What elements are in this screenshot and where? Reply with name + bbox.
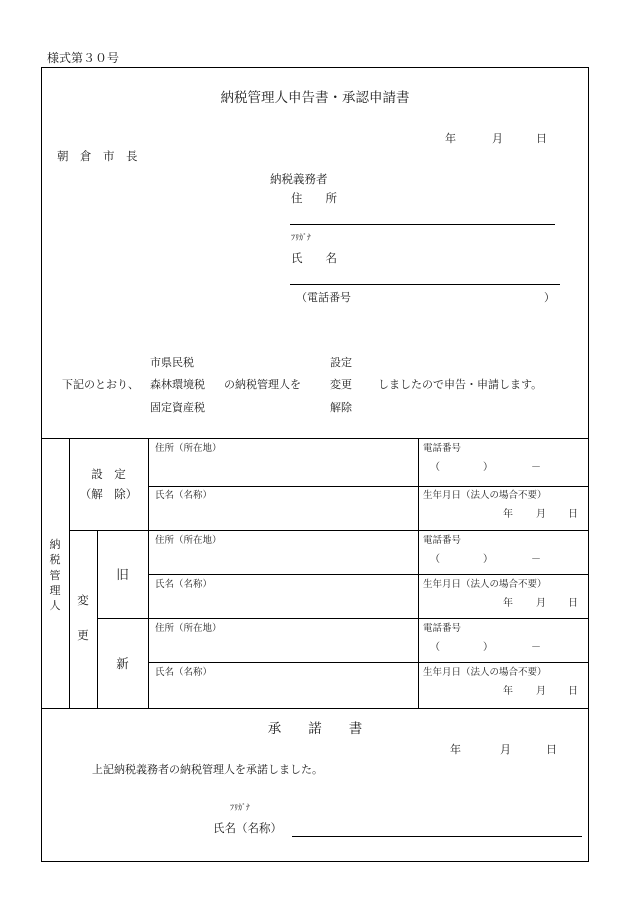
statement-suffix: しましたので申告・申請します。 [378,378,543,391]
new-birth-day: 日 [568,686,578,697]
old-phone-close: ） [483,554,493,565]
table-column-divider [148,438,149,708]
tax-option-municipal: 市県民税 [150,356,194,369]
table-row-divider [148,486,589,487]
section-divider-bottom [41,708,589,709]
old-phone-dash: － [531,554,541,565]
side-label-char: 人 [49,599,61,612]
consent-date-month: 月 [500,743,511,756]
form-title: 納税管理人申告書・承認申請書 [220,90,410,106]
taxpayer-address-underline [290,224,555,225]
new-label: 新 [116,656,129,671]
setting-birthdate-label: 生年月日（法人の場合不要） [423,490,547,501]
side-label-char: 税 [49,553,61,567]
addressee: 朝 倉 市 長 [57,149,138,163]
side-label-char: 納 [49,538,61,551]
setting-phone-open: （ [430,462,440,473]
new-phone-open: （ [430,642,440,653]
new-phone-label: 電話番号 [423,623,462,634]
consent-name-underline [292,836,582,837]
table-row-divider [148,662,589,663]
tax-option-forest: 森林環境税 [150,378,205,391]
new-birthdate-label: 生年月日（法人の場合不要） [423,667,547,678]
table-side-label [49,537,61,613]
header-date-month: 月 [492,132,503,145]
table-column-divider [418,438,419,708]
setting-birth-month: 月 [536,509,546,520]
setting-phone-label: 電話番号 [423,443,462,454]
old-phone-label: 電話番号 [423,535,462,546]
new-phone-dash: － [531,642,541,653]
table-row-divider [69,530,589,531]
section-divider-top [41,438,589,439]
setting-phone-close: ） [483,462,493,473]
taxpayer-name-label: 氏 名 [291,251,337,265]
new-name-label: 氏名（名称） [155,667,213,678]
side-label-char: 理 [49,583,61,597]
old-birth-year: 年 [503,598,513,609]
taxpayer-phone-label: （電話番号 [296,291,351,304]
old-name-label: 氏名（名称） [155,579,213,590]
new-phone-close: ） [483,642,493,653]
consent-date-day: 日 [546,743,557,756]
old-phone-open: （ [430,554,440,565]
consent-title: 承 諾 書 [267,721,363,737]
new-birth-year: 年 [503,686,513,697]
taxpayer-furigana-label: ﾌﾘｶﾞﾅ [291,233,311,242]
table-row-divider [97,618,589,619]
change-label-char: 更 [77,628,89,642]
action-option-change: 変更 [330,378,352,391]
taxpayer-name-underline [290,284,560,285]
setting-sub-label: （解 除） [79,487,138,501]
form-number: 様式第３０号 [47,51,120,65]
old-label: 旧 [116,567,129,582]
change-label-char: 変 [77,593,89,607]
header-date-year: 年 [445,132,456,145]
new-address-label: 住所（所在地） [155,623,222,634]
statement-connector: の納税管理人を [224,378,301,391]
setting-name-label: 氏名（名称） [155,490,213,501]
taxpayer-address-label: 住 所 [291,191,337,205]
header-date-day: 日 [536,132,547,145]
old-birthdate-label: 生年月日（法人の場合不要） [423,579,547,590]
new-birth-month: 月 [536,686,546,697]
setting-birth-day: 日 [568,509,578,520]
consent-text: 上記納税義務者の納税管理人を承諾しました。 [92,763,323,776]
setting-phone-dash: － [531,462,541,473]
action-option-remove: 解除 [330,401,352,414]
consent-date-year: 年 [450,743,461,756]
setting-birth-year: 年 [503,509,513,520]
tax-option-property: 固定資産税 [150,401,205,414]
setting-label: 設 定 [91,467,126,481]
side-label-char: 管 [49,568,61,582]
table-column-divider [97,530,98,708]
old-birth-day: 日 [568,598,578,609]
old-address-label: 住所（所在地） [155,535,222,546]
taxpayer-phone-close: ） [544,291,555,304]
taxpayer-heading: 納税義務者 [270,172,328,186]
old-birth-month: 月 [536,598,546,609]
consent-name-label: 氏名（名称） [213,821,282,835]
table-row-divider [148,574,589,575]
setting-address-label: 住所（所在地） [155,443,222,454]
consent-furigana-label: ﾌﾘｶﾞﾅ [230,803,250,812]
statement-prefix: 下記のとおり、 [62,378,139,391]
action-option-set: 設定 [330,356,352,369]
